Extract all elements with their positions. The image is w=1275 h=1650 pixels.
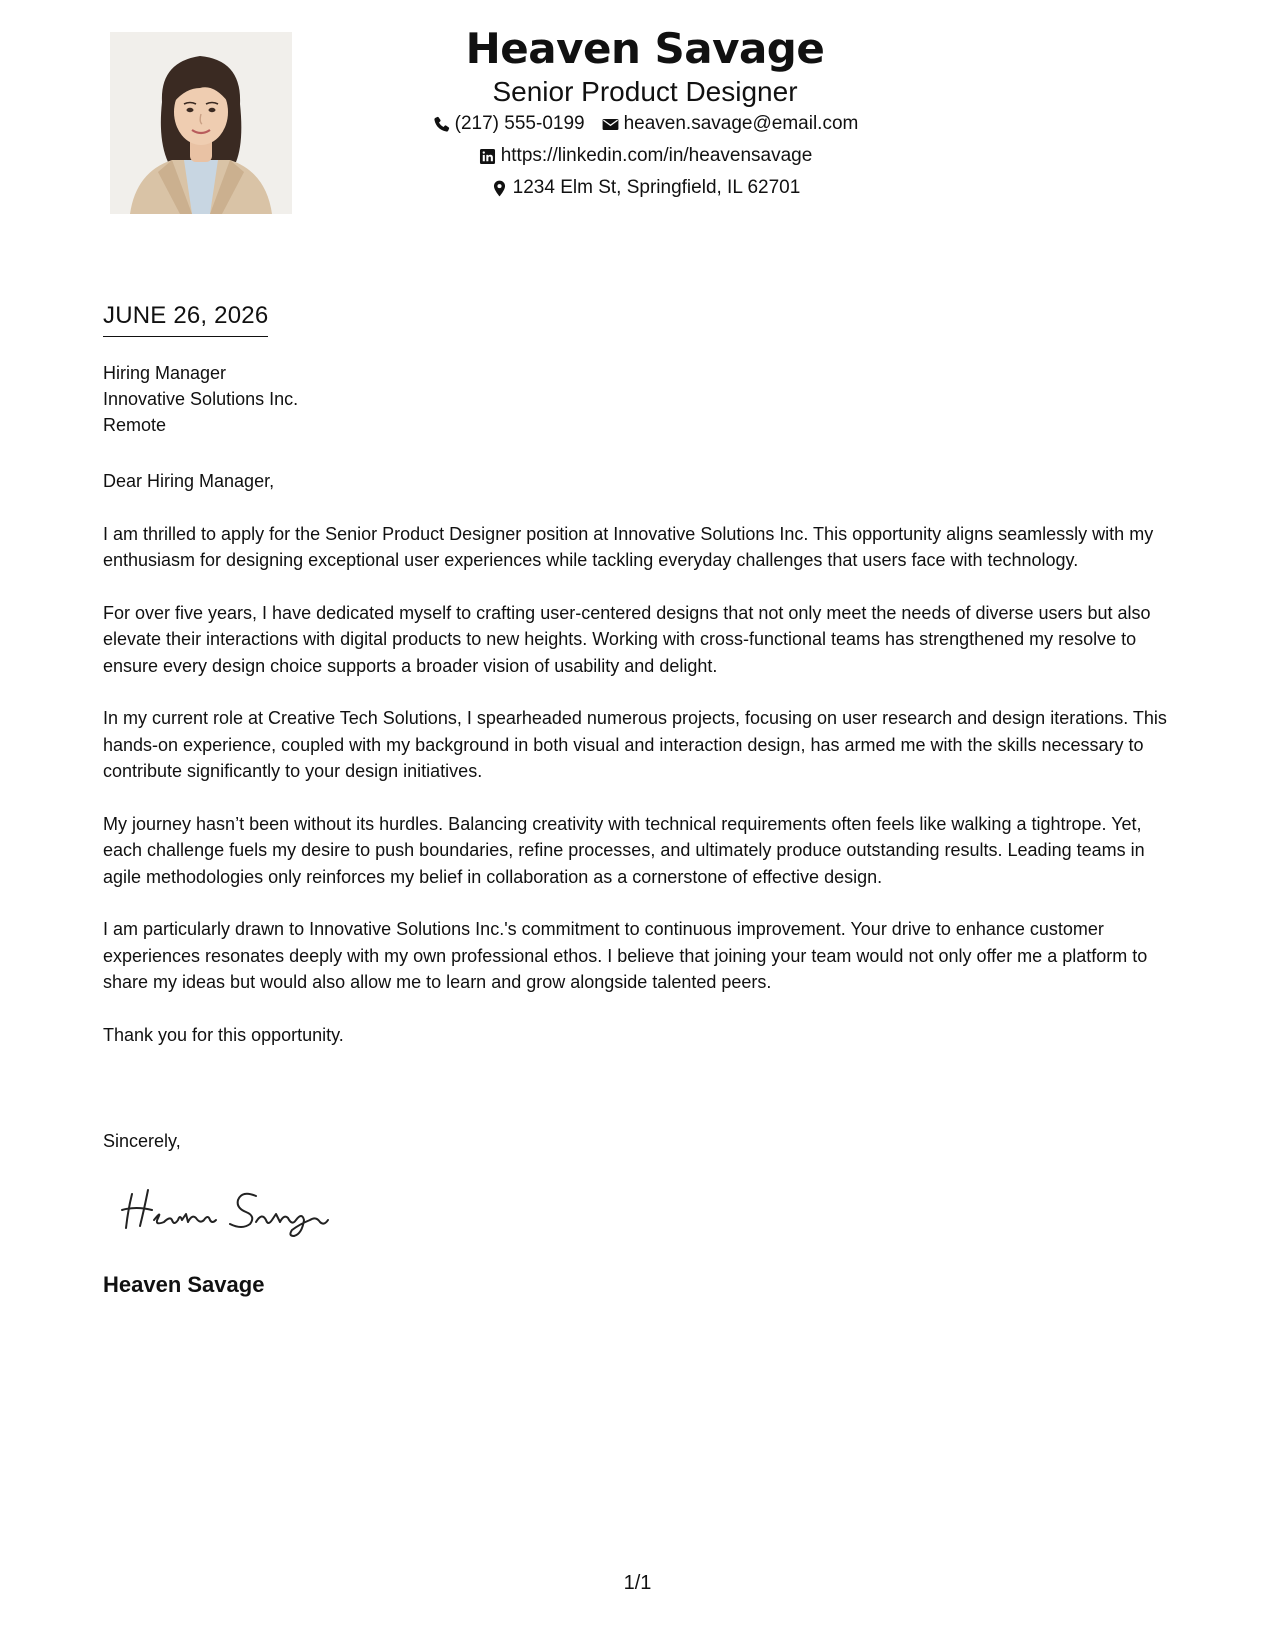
- letter-body: [103, 468, 1183, 1074]
- applicant-role: Senior Product Designer: [492, 76, 798, 107]
- phone-number: (217) 555-0199: [454, 113, 585, 134]
- recipient-title: Hiring Manager: [103, 363, 227, 383]
- body-paragraph: For over five years, I have dedicated myself to crafting user-centered designs that not only meet the needs of diverse users but also elevate their interactions with digital products to new heights. Working with cross-functional teams has strengthened my resolve to ensure every design choice supports a broader vision of usability and delight.: [103, 602, 1151, 676]
- recipient-block: [103, 360, 298, 438]
- address-contact: [490, 172, 801, 204]
- salutation: Dear Hiring Manager,: [103, 471, 275, 491]
- linkedin-url: https://linkedin.com/in/heavensavage: [500, 145, 813, 166]
- contact-line-address: [340, 172, 950, 204]
- phone-icon: [432, 115, 451, 134]
- letter-header: [340, 22, 950, 204]
- body-paragraph: I am thrilled to apply for the Senior Product Designer position at Innovative Solutions Inc. This opportunity aligns seamlessly with my enthusiasm for designing exceptional user experiences while tackling everyday challenges that users face with technology.: [103, 523, 1154, 570]
- letter-date: JUNE 26, 2026: [103, 300, 268, 337]
- closing-text: Sincerely,: [103, 1131, 181, 1151]
- contact-line-primary: [340, 108, 950, 140]
- recipient-location: Remote: [103, 415, 167, 435]
- map-pin-icon: [490, 179, 509, 198]
- recipient-company: Innovative Solutions Inc.: [103, 389, 299, 409]
- email-contact[interactable]: [601, 108, 859, 140]
- envelope-icon: [601, 115, 620, 134]
- email-address: heaven.savage@email.com: [623, 113, 859, 134]
- phone-contact[interactable]: [432, 108, 585, 140]
- address-text: 1234 Elm St, Springfield, IL 62701: [512, 177, 801, 198]
- body-paragraph: In my current role at Creative Tech Solutions, I spearheaded numerous projects, focusing on user research and design iterations. This hands-on experience, coupled with my background in both visual and interaction design, has armed me with the skills necessary to contribute significantly to your design initiatives.: [103, 708, 1167, 781]
- body-paragraph: Thank you for this opportunity.: [103, 1024, 344, 1045]
- contact-line-linkedin: [340, 140, 950, 172]
- portrait-illustration: [110, 32, 292, 214]
- applicant-name: Heaven Savage: [465, 24, 825, 73]
- linkedin-icon: [478, 147, 497, 166]
- linkedin-contact[interactable]: [478, 140, 813, 172]
- profile-photo: [110, 32, 292, 214]
- body-paragraph: My journey hasn’t been without its hurdles. Balancing creativity with technical requirements often feels like walking a tightrope. Yet, each challenge fuels my desire to push boundaries, refine processes, and ultimately produce outstanding results. Leading teams in agile methodologies only reinforces my belief in collaboration as a cornerstone of effective design.: [103, 813, 1145, 887]
- handwritten-signature: [118, 1180, 358, 1240]
- body-paragraph: I am particularly drawn to Innovative Solutions Inc.'s commitment to continuous improvement. Your drive to enhance customer experiences resonates deeply with my own professional ethos. I believe that joining your team would not only offer me a platform to share my ideas but would also allow me to learn and grow alongside talented peers.: [103, 919, 1148, 992]
- page-number: 1/1: [623, 1572, 652, 1594]
- signer-name: Heaven Savage: [103, 1272, 265, 1297]
